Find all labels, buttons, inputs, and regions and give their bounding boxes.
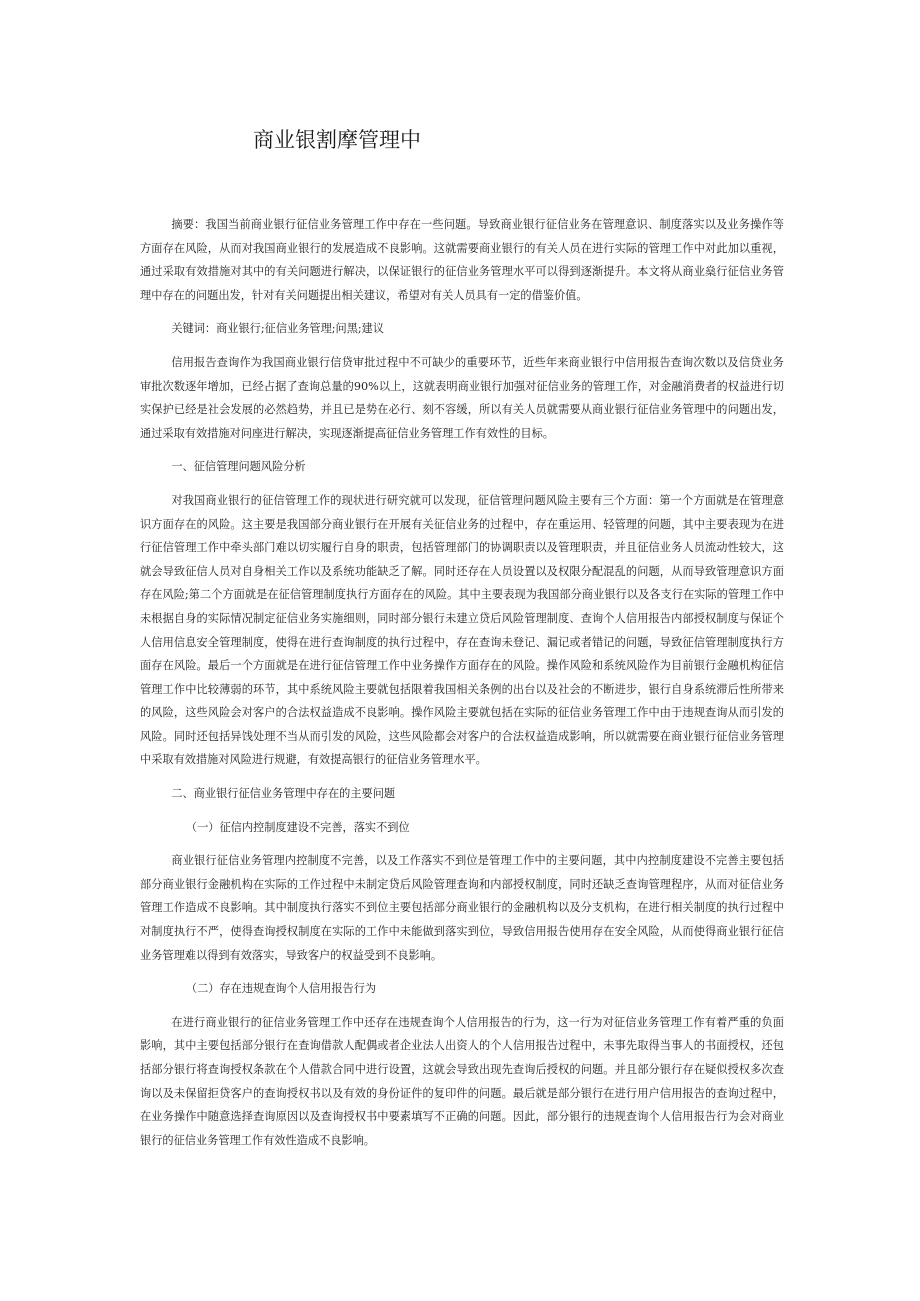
subsection-1-heading: （一）征信内控制度建设不完善，落实不到位 [185,820,410,834]
section-2-heading: 二、商业银行征信业务管理中存在的主要问题 [171,787,396,801]
intro-paragraph: 信用报告查询作为我国商业银行信贷审批过程中不可缺少的重要环节，近些年来商业银行中信用报告查询次数以及信贷业务审批次数逐年增加，已经占据了查询总量的90%以上，这就表明商业银行加强对征信业务的管理工作，对金融消费者的权益进行切实保护已经是社会发展的必然趋势，并且已是势在必行、刻不容缓，所以有关人员就需要从商业银行征信业务管理中的问题出发，通过采取有效措施对问座进行解决，实现逐渐提高征信业务管理工作有效性的目标。 [140,355,784,440]
keywords-line: 关键词：商业银行;征信业务管理;问黑;建议 [171,322,385,336]
document-title: 商业银割摩管理中 [253,128,421,152]
abstract-paragraph: 摘要：我国当前商业银行征信业务管理工作中存在一些问题。导致商业银行征信业务在管理意识、制度落实以及业务操作等方面存在风险，从而对我国商业银行的发展造成不良影响。这就需要商业银行的有关人员在进行实际的管理工作中对此加以重视，通过采取有效措施对其中的有关问题进行解决，以保证银行的征信业务管理水平可以得到逐渐提升。本文将从商业燊行征信业务管理中存在的问题出发，针对有关问题提出相关建议，希望对有关人员具有一定的借鉴价值。 [140,218,784,302]
subsection-2-paragraph: 在进行商业银行的征信业务管理工作中还存在违规查询个人信用报告的行为，这一行为对征信业务管理工作有着严重的负面影响，其中主要包括部分银行在查询借款人配偶或者企业法人出资人的个人信用报告过程中，未事先取得当事人的书面授权，还包括部分银行将查询授权条款在个人借款合同中进行设置，这就会导致出现先查询后授权的问题。并且部分银行存在疑似授权多次查询以及未保留拒贷客户的查询授权书以及有效的身份证件的复印件的问题。最后就是部分银行在进行用户信用报告的查询过程中，在业务操作中随意选择查询原因以及查询授权书中要素填写不正确的问题。因此，部分银行的违规查询个人信用报告行为会对商业银行的征信业务管理工作有效性造成不良影响。 [140,1015,784,1147]
section-1-heading: 一、征信管理问题风险分析 [171,460,306,474]
document-body [140,213,784,1152]
subsection-1-paragraph: 商业银行征信业务管理内控制度不完善，以及工作落实不到位是管理工作中的主要问题，其中内控制度建设不完善主要包括部分商业银行金融机构在实际的工作过程中未制定贷后风险管理查询和内部授权制度，同时还缺乏查询管理程序，从而对征信业务管理工作造成不良影响。其中制度执行落实不到位主要包括部分商业银行的金融机构以及分支机构，在进行相关制度的执行过程中对制度执行不严，使得查询授权制度在实际的工作中未能做到落实到位，导致信用报告使用存在安全风险，从而使得商业银行征信业务管理难以得到有效落实，导致客户的权益受到不良影响。 [140,854,784,962]
subsection-2-heading: （二）存在违规查询个人信用报告行为 [185,982,377,996]
section-1-paragraph: 对我国商业银行的征信管理工作的现状进行研究就可以发现，征信管理问题风险主要有三个方面：第一个方面就是在管理意识方面存在的风险。这主要是我国部分商业银行在开展有关征信业务的过程中，存在重运用、轻管理的问题，其中主要表现为在进行征信管理工作中牵头部门难以切实履行自身的职责，包括管理部门的协调职责以及管理职责，并且征信业务人员流动性较大，这就会导致征信人员对自身相关工作以及系统功能缺乏了解。同时还存在人员设置以及权限分配混乱的问题，从而导致管理意识方面存在风险;第二个方面就是在征信管理制度执行方面存在的风险。其中主要表现为我国部分商业银行以及各支行在实际的管理工作中未根据自身的实际情况制定征信业务实施细则，同时部分银行未建立贷后风险管理制度、查询个人信用报告内部授权制度与保证个人信用信息安全管理制度，使得在进行查询制度的执行过程中，存在查询未登记、漏记或者错记的问题，导致征信管理制度执行方面存在风险。最后一个方面就是在进行征信管理工作中业务操作方面存在的风险。操作风险和系统风险作为目前银行金融机构征信管理工作中比较薄弱的环节，其中系统风险主要就包括限着我国相关条例的出台以及社会的不断进步，银行自身系统滞后性所带来的风险，这些风险会对客户的合法权益造成不良影响。操作风险主要就包括在实际的征信业务管理工作中由于违规查询从而引发的风险。同时还包括异饯处理不当从而引发的风险，这些风险都会对客户的合法权益造成影响，所以就需要在商业银行征信业务管理中采取有效措施对风险进行规避，有效提高银行的征信业务管理水平。 [140,493,784,767]
